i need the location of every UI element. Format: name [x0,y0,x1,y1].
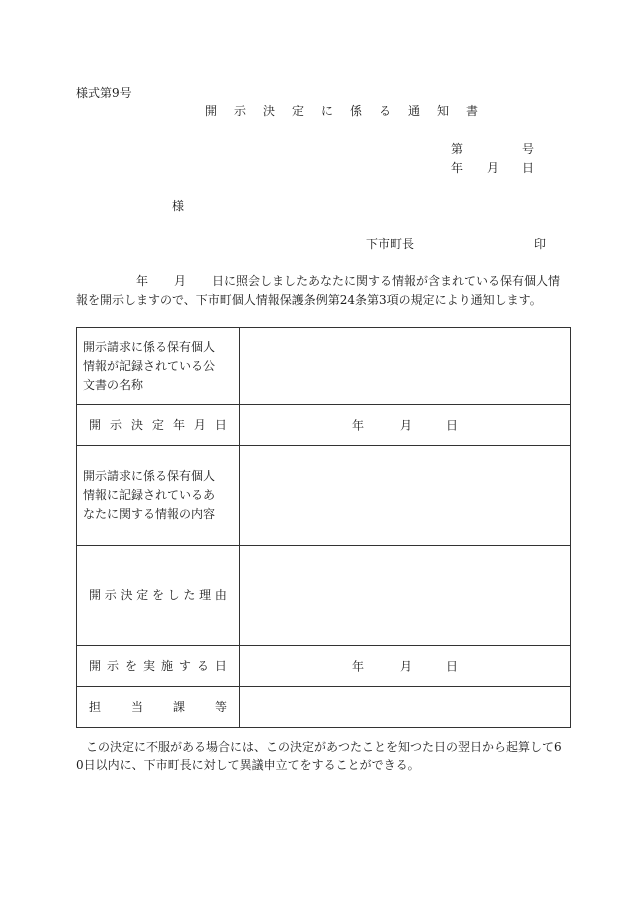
label-char: 実 [142,658,155,673]
label-disclosure-date [77,646,240,687]
table-row [77,446,571,546]
label-char: る [196,658,209,673]
label-char: 課 [172,699,185,714]
field-information-content[interactable] [240,446,571,546]
label-information-content: 開示請求に係る保有個人 情報に記録されているあ なたに関する情報の内容 [77,446,240,546]
spread-label-row2-label [83,416,233,435]
field-disclosure-date[interactable]: 年 月 日 [240,646,571,687]
label-char: 理 [199,588,212,602]
label-char: す [178,658,191,673]
label-char: 日 [214,417,227,432]
table-row [77,646,571,687]
table-row [77,687,571,728]
field-decision-reason[interactable] [240,546,571,646]
label-char: 示 [106,658,119,673]
table-row [77,546,571,646]
seal-mark: 印 [534,237,547,251]
spread-label-row4-label [83,586,233,605]
reference-number-prefix: 第 [451,142,464,156]
date-month-label: 月 [487,161,500,175]
label-char: 担 [89,699,102,714]
document-title: 開示決定に係る通知書 [205,104,496,118]
table-row [77,328,571,405]
label-char: 施 [160,658,173,673]
appeal-note-line-2: 0日以内に、下市町長に対して異議申立てをすることができる。 [76,758,420,772]
disclosure-info-table [76,327,571,728]
date-day-label: 日 [522,161,535,175]
intro-year-label: 年 [136,274,149,288]
label-char: 定 [136,588,149,602]
label-responsible-section [77,687,240,728]
field-decision-date[interactable]: 年 月 日 [240,405,571,446]
label-char: 決 [130,417,143,432]
label-decision-date [77,405,240,446]
label-char: 等 [214,699,227,714]
intro-day-label: 日 [212,274,225,288]
label-char: 由 [214,588,227,602]
table-row [77,405,571,446]
label-char: 開 [89,658,102,673]
label-char: を [124,658,137,673]
field-responsible-section[interactable] [240,687,571,728]
appeal-note-line-1: この決定に不服がある場合には、この決定があつたことを知つた日の翌日から起算して6 [86,740,562,754]
label-char: 年 [172,417,185,432]
label-char: 示 [109,417,122,432]
field-document-name[interactable] [240,328,571,405]
label-char: を [151,588,164,602]
addressee-honorific: 様 [172,199,185,213]
label-char: し [167,588,180,602]
label-char: 開 [89,588,102,602]
label-char: 日 [214,658,227,673]
label-char: 定 [151,417,164,432]
label-char: た [183,588,196,602]
reference-number-suffix: 号 [522,142,535,156]
intro-line-1-text: に照会しましたあなたに関する情報が含まれている保有個人情 [224,274,561,288]
label-char: 決 [120,588,133,602]
intro-month-label: 月 [174,274,187,288]
label-char: 月 [193,417,206,432]
label-char: 開 [89,417,102,432]
label-document-name: 開示請求に係る保有個人 情報が記録されている公 文書の名称 [77,328,240,405]
label-char: 当 [130,699,143,714]
date-year-label: 年 [451,161,464,175]
spread-label-row6-label [83,698,233,717]
form-number: 様式第9号 [76,86,132,100]
label-decision-reason [77,546,240,646]
spread-label-row5-label [83,657,233,676]
label-char: 示 [104,588,117,602]
intro-line-2: 報を開示しますので、下市町個人情報保護条例第24条第3項の規定により通知します。 [76,293,542,307]
issuer-name: 下市町長 [366,237,415,251]
